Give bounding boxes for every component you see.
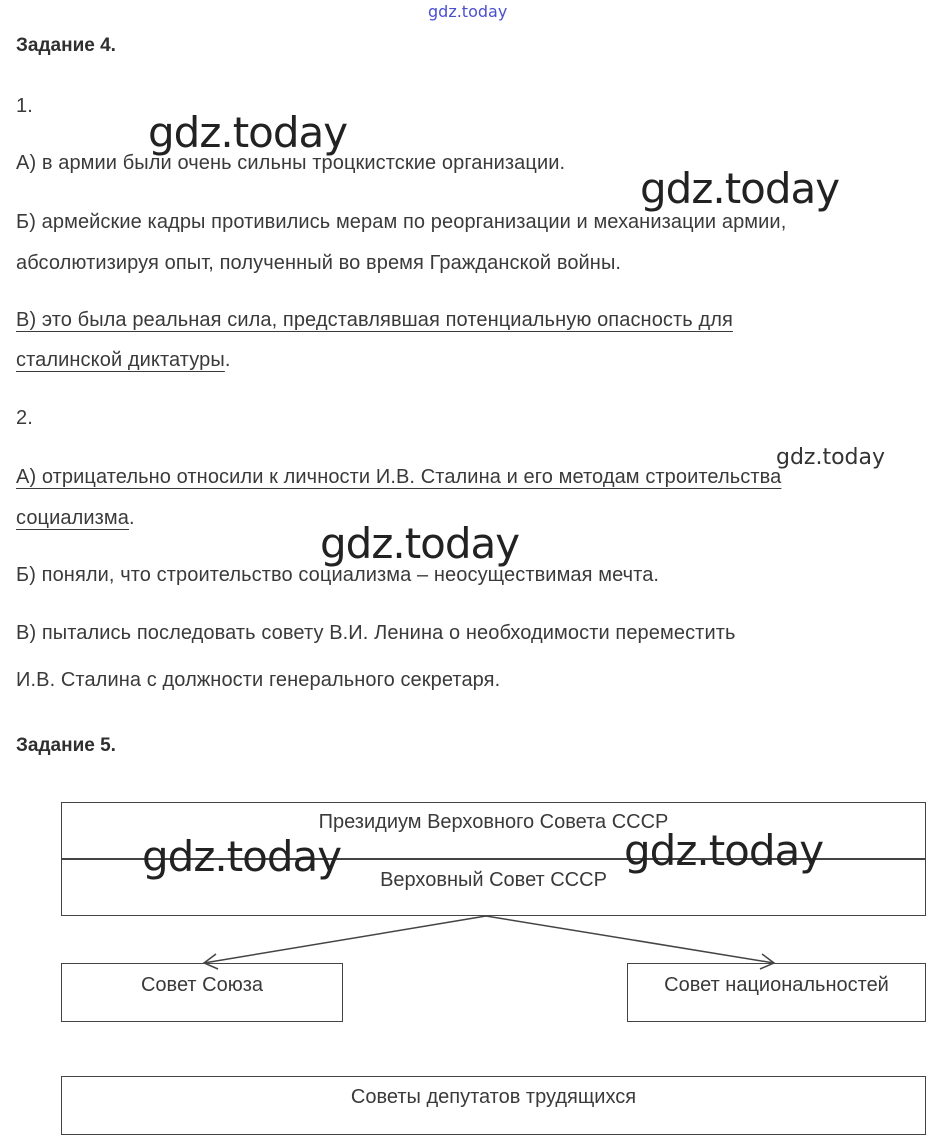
watermark-6: gdz.today — [624, 826, 824, 875]
soviets-of-deputies-box — [61, 1076, 926, 1135]
task4-q1-option-c-line2-end: . — [224, 349, 231, 371]
supreme-soviet-label: Верховный Совет СССР — [380, 869, 607, 891]
task4-q2-option-b: Б) поняли, что строительство социализма – неосуществимая мечта. — [16, 564, 660, 586]
task4-q2-option-a-line2 — [16, 507, 135, 530]
task4-q2-option-c-line1: В) пытались последовать совету В.И. Ленина о необходимости переместить — [16, 622, 736, 644]
watermark-top: gdz.today — [428, 2, 508, 21]
arrow-to-council-of-nationalities — [486, 916, 774, 963]
task4-q2-option-c-line2: И.В. Сталина с должности генерального секретаря. — [16, 669, 501, 691]
task4-q1-option-b-line1: Б) армейские кадры противились мерам по реорганизации и механизации армии, — [16, 211, 787, 233]
task4-q2-number: 2. — [16, 407, 33, 429]
council-of-union-label: Совет Союза — [140, 974, 263, 996]
council-of-nationalities-label: Совет национальностей — [664, 974, 889, 996]
task4-q2-option-a-line2-end: . — [128, 507, 135, 529]
watermark-2: gdz.today — [640, 164, 840, 213]
task4-q1-option-b-line2: абсолютизируя опыт, полученный во время Гражданской войны. — [16, 252, 622, 274]
watermark-1: gdz.today — [148, 108, 348, 157]
watermark-4: gdz.today — [320, 519, 520, 568]
task4-q2-option-a-line2-text: социализма — [16, 507, 129, 529]
presidium-label: Президиум Верховного Совета СССР — [318, 811, 669, 833]
soviets-of-deputies-label: Советы депутатов трудящихся — [350, 1086, 637, 1108]
task5-heading: Задание 5. — [16, 735, 116, 756]
task4-heading: Задание 4. — [16, 35, 116, 56]
task4-q1-option-c-line2 — [16, 349, 231, 372]
arrow-to-council-of-union — [204, 916, 486, 963]
task4-q1-option-a: А) в армии были очень сильны троцкистские организации. — [16, 152, 566, 174]
task4-q2-option-a-line1: А) отрицательно относили к личности И.В. Сталина и его методам строительства — [16, 466, 782, 488]
council-of-union-box — [61, 963, 343, 1022]
task4-q1-option-c-line1: В) это была реальная сила, представлявшая потенциальную опасность для — [16, 309, 733, 331]
task4-q1-option-c-line2-text: сталинской диктатуры — [16, 349, 225, 371]
council-of-nationalities-box — [627, 963, 926, 1022]
watermark-3: gdz.today — [776, 445, 886, 470]
task4-q1-number: 1. — [16, 95, 33, 117]
watermark-5: gdz.today — [142, 832, 342, 881]
